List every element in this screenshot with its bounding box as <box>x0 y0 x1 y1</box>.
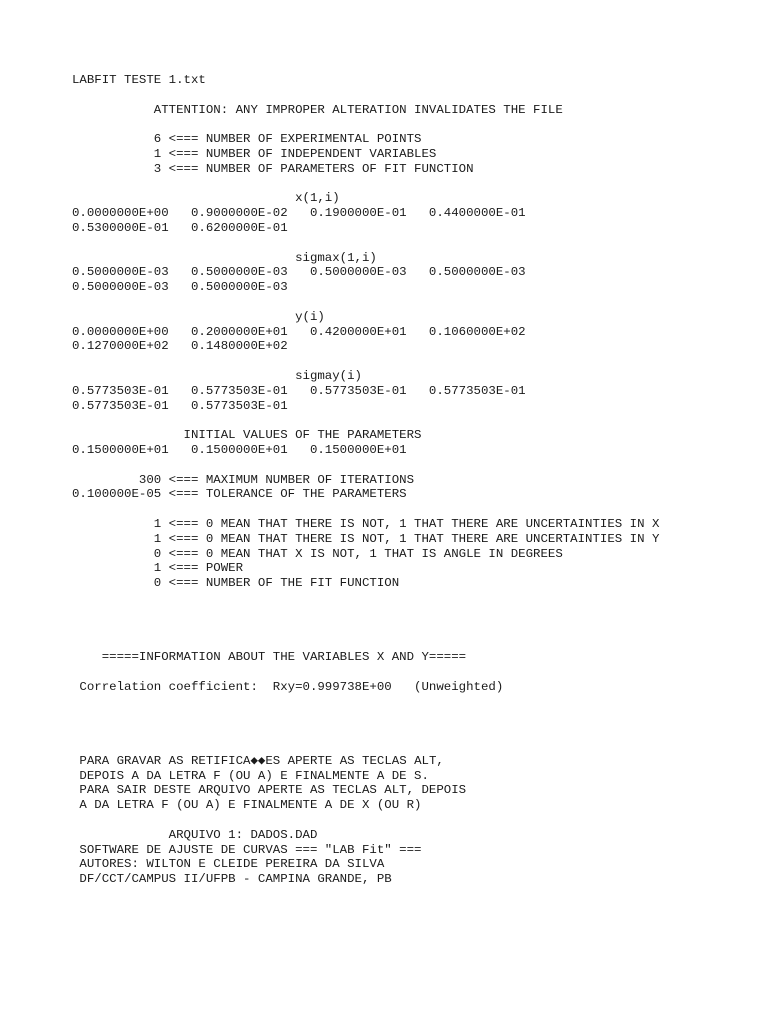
document-line: ARQUIVO 1: DADOS.DAD <box>72 827 318 842</box>
document-line: LABFIT TESTE 1.txt <box>72 73 206 87</box>
document-line: 0.5773503E-01 0.5773503E-01 <box>72 398 288 413</box>
document-line: 0.5300000E-01 0.6200000E-01 <box>72 221 288 235</box>
document-line: x(1,i) <box>72 191 340 206</box>
document-line: sigmay(i) <box>72 369 362 383</box>
document-line: INITIAL VALUES OF THE PARAMETERS <box>72 428 422 443</box>
document-line: A DA LETRA F (OU A) E FINALMENTE A DE X (OU R) <box>72 798 422 813</box>
text-block <box>72 73 762 973</box>
document-line: 1 <=== 0 MEAN THAT THERE IS NOT, 1 THAT THERE ARE UNCERTAINTIES IN Y <box>72 531 660 546</box>
document-line: AUTORES: WILTON E CLEIDE PEREIRA DA SILVA <box>72 857 385 872</box>
document-line: 0.100000E-05 <=== TOLERANCE OF THE PARAMETERS <box>72 487 407 502</box>
document-line: sigmax(1,i) <box>72 250 377 265</box>
document-line: 0.5000000E-03 0.5000000E-03 0.5000000E-03 0.5000000E-03 <box>72 265 526 280</box>
document-line: 1 <=== POWER <box>72 561 244 576</box>
document-line: Correlation coefficient: Rxy=0.999738E+00 (Unweighted) <box>72 679 504 694</box>
document-line: 1 <=== NUMBER OF INDEPENDENT VARIABLES <box>72 147 437 161</box>
document-line: PARA SAIR DESTE ARQUIVO APERTE AS TECLAS ALT, DEPOIS <box>72 783 467 798</box>
document-line: PARA GRAVAR AS RETIFICA◆◆ES APERTE AS TECLAS ALT, <box>72 753 444 768</box>
document-line: 0.5000000E-03 0.5000000E-03 <box>72 280 288 295</box>
document-line: 0 <=== NUMBER OF THE FIT FUNCTION <box>72 576 400 591</box>
document-line: ATTENTION: ANY IMPROPER ALTERATION INVALIDATES THE FILE <box>72 102 563 117</box>
document-line: 300 <=== MAXIMUM NUMBER OF ITERATIONS <box>72 472 415 487</box>
document-line: 0.5773503E-01 0.5773503E-01 0.5773503E-01 0.5773503E-01 <box>72 383 526 398</box>
document-line: 3 <=== NUMBER OF PARAMETERS OF FIT FUNCTION <box>72 161 474 176</box>
document-line: 0.1500000E+01 0.1500000E+01 0.1500000E+01 <box>72 443 407 457</box>
document-line: DEPOIS A DA LETRA F (OU A) E FINALMENTE A DE S. <box>72 768 429 783</box>
document-line: SOFTWARE DE AJUSTE DE CURVAS === "LAB Fit" === <box>72 842 422 857</box>
document-line: 6 <=== NUMBER OF EXPERIMENTAL POINTS <box>72 132 422 147</box>
document-line: 0 <=== 0 MEAN THAT X IS NOT, 1 THAT IS ANGLE IN DEGREES <box>72 546 563 561</box>
document-line: 0.0000000E+00 0.2000000E+01 0.4200000E+01 0.1060000E+02 <box>72 324 526 339</box>
document-line: 0.1270000E+02 0.1480000E+02 <box>72 339 288 354</box>
document-line: =====INFORMATION ABOUT THE VARIABLES X AND Y===== <box>72 650 467 665</box>
document-line: DF/CCT/CAMPUS II/UFPB - CAMPINA GRANDE, PB <box>72 872 392 887</box>
document-line: 1 <=== 0 MEAN THAT THERE IS NOT, 1 THAT THERE ARE UNCERTAINTIES IN X <box>72 517 660 531</box>
document-line: 0.0000000E+00 0.9000000E-02 0.1900000E-01 0.4400000E-01 <box>72 206 526 221</box>
document-line: y(i) <box>72 309 325 324</box>
